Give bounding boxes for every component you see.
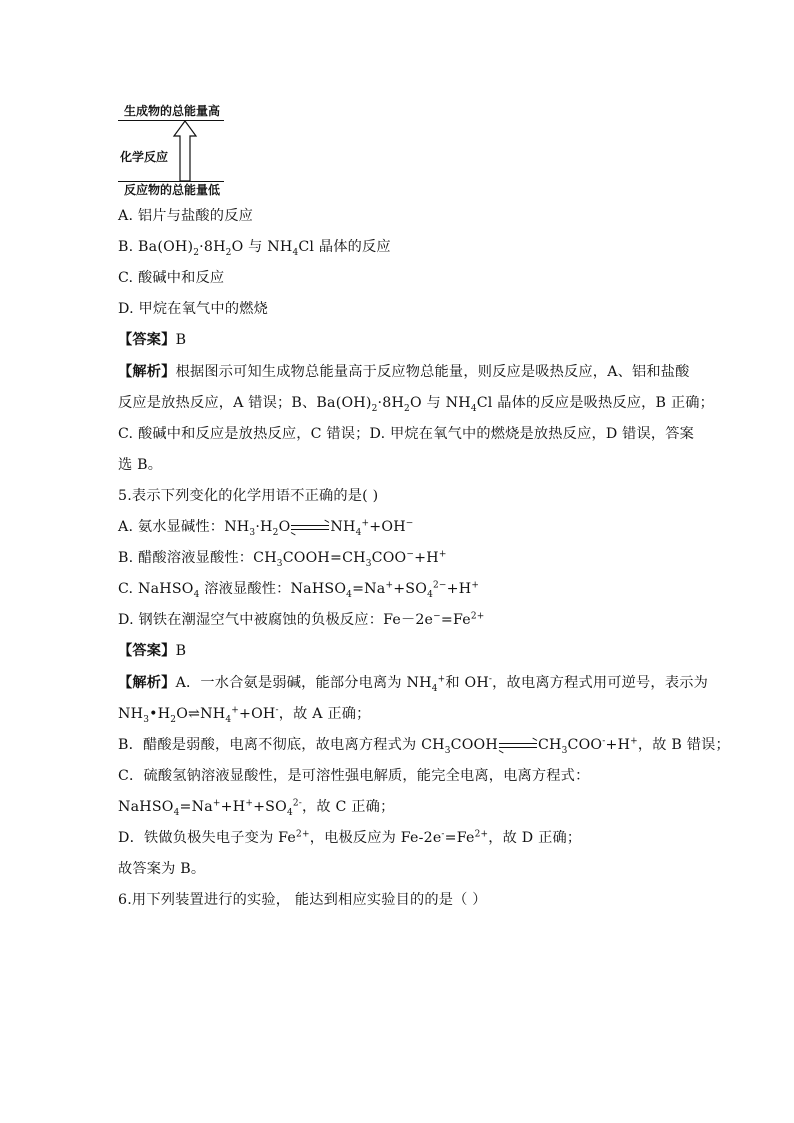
q5-option-b: B. 醋酸溶液显酸性：$CH_3COOH=CH_3COO^-+H^+$ [118, 549, 447, 569]
answer-label: 【答案】 [118, 643, 176, 659]
q4-analysis-line-1: 【解析】根据图示可知生成物总能量高于反应物总能量，则反应是吸热反应，A、铝和盐酸 [118, 364, 690, 380]
q4-option-b: B. $Ba(OH)_2\cdot 8H_2O$ 与 $NH_4Cl$ 晶体的反应 [118, 239, 391, 258]
q5-question: 5.表示下列变化的化学用语不正确的是( ) [118, 488, 379, 504]
reversible-arrow-icon [499, 741, 537, 750]
q5-analysis-line-3: B．醋酸是弱酸，电离不彻底，故电离方程式为 $CH_3COOH$ $CH_3COO^-+H^+$，故 B 错误； [118, 736, 730, 756]
q4-answer: 【答案】B [118, 332, 187, 348]
q4-option-d: D. 甲烷在氧气中的燃烧 [118, 301, 268, 317]
q5-analysis-line-5: $NaHSO_4=Na^++H^++SO_4^{2-}$，故 C 正确； [118, 798, 395, 818]
q5-analysis-line-7: 故答案为 B。 [118, 861, 206, 877]
q5-analysis-line-6: D．铁做负极失电子变为 $Fe^{2+}$，电极反应为 $Fe-2e^-=Fe^{2+}$，故 D 正确； [118, 829, 582, 846]
q5-analysis-line-4: C．硫酸氢钠溶液显酸性，是可溶性强电解质，能完全电离，电离方程式： [118, 768, 590, 784]
diagram-bottom-label: 反应物的总能量低 [124, 183, 221, 197]
q4-analysis-line-3: C. 酸碱中和反应是放热反应，C 错误；D. 甲烷在氧气中的燃烧是放热反应，D 错误，答案 [118, 426, 695, 442]
diagram-top-label: 生成物的总能量高 [124, 104, 221, 118]
q5-option-d: D. 钢铁在潮湿空气中被腐蚀的负极反应：$Fe-2e^-=Fe^{2+}$ [118, 611, 485, 628]
analysis-label: 【解析】 [118, 675, 176, 691]
q5-analysis-line-1: 【解析】A．一水合氨是弱碱，能部分电离为 $NH_4^+$和 OH-，故电离方程式用可逆号，表示为 [118, 674, 708, 694]
q4-option-c: C. 酸碱中和反应 [118, 270, 225, 286]
reversible-arrow-icon [291, 523, 329, 532]
high-energy-line [118, 120, 224, 121]
q5-option-a: A. 氨水显碱性：$NH_3\cdot H_2O$ $NH_4^++OH^-$ [118, 518, 414, 538]
q4-analysis-line-2: 反应是放热反应，A 错误；B、$Ba(OH)_2\cdot 8H_2O$ 与 $NH_4Cl$ 晶体的反应是吸热反应，B 正确； [118, 395, 715, 414]
q5-answer: 【答案】B [118, 643, 187, 659]
low-energy-line [118, 181, 224, 182]
diagram-side-label: 化学反应 [120, 150, 169, 164]
q5-analysis-line-2: $NH_3•H_2O\rightleftharpoons NH_4^++OH^-$，故 A 正确； [118, 705, 371, 725]
answer-label: 【答案】 [118, 332, 176, 348]
analysis-label: 【解析】 [118, 364, 176, 380]
q6-question: 6.用下列装置进行的实验， 能达到相应实验目的的是（ ） [118, 892, 487, 908]
q4-analysis-line-4: 选 B。 [118, 457, 163, 473]
q4-option-a: A. 铝片与盐酸的反应 [118, 208, 253, 224]
energy-diagram [118, 98, 230, 198]
up-arrow-icon [172, 120, 198, 182]
q5-option-c: C. NaHSO$_4$ 溶液显酸性：$NaHSO_4=Na^++SO_4^{2-}+H^+$ [118, 580, 480, 600]
